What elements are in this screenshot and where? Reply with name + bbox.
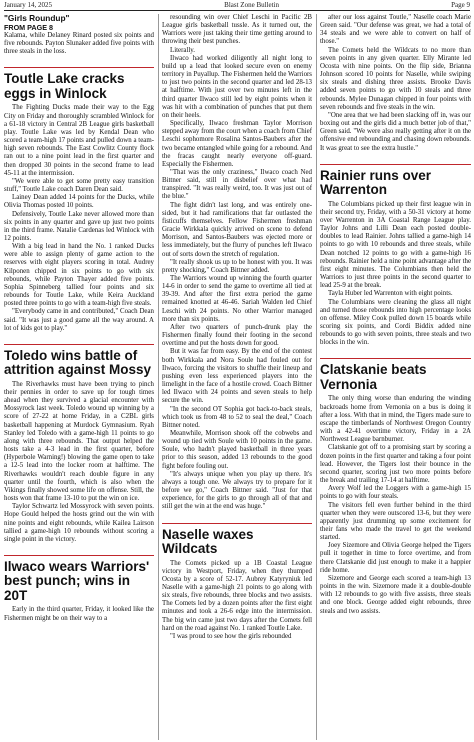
body-paragraph: Meanwhile, Morrison shook off the cobwebs and wound up tied with Soule with 10 points in the game. Soule, who hadn't played basketball in three years prior to this season, added 13 rebounds to the good fight before fouling out. — [162, 429, 312, 470]
story-toutle-lake — [4, 104, 154, 332]
header-date: January 14, 2025 — [4, 1, 53, 9]
story-divider — [4, 344, 154, 345]
body-paragraph: "That was the only craziness," Ilwaco coach Ned Bittner said, still in disbelief over what had transpired. "It was really weird, too. It was just out of the blue." — [162, 168, 312, 201]
body-paragraph: "In the second OT Sophia got back-to-back steals, which took us from 48 to 52 to seal the deal," Coach Bittner noted. — [162, 405, 312, 429]
story-ilwaco-continued — [162, 14, 312, 512]
headline-ilwaco: Ilwaco wears Warriors' best punch; wins in 20T — [4, 558, 150, 603]
body-paragraph: Lainey Dean added 14 points for the Ducks, while Olivia Thomas posted 10 points. — [4, 194, 154, 210]
body-paragraph: The fight didn't last long, and was entirely one-sided, but it had ramifications that far outlasted the fisticuffs themselves. Fellow Fishermen freshman Gracie Wirkkala quickly arrived on scene to defend Morrison, and Santos-Baubers was ejected more or less immediately, but the flurry of punches left Ilwaco out of sorts down the stretch of regulation. — [162, 201, 312, 258]
body-paragraph: The Warriors wound up winning the fourth quarter 14-6 in order to send the game to overtime all tied at 39-39. And after the first extra period the game remained knotted at 46-46. Sariah Walden led Chief Leschi with 24 points. No other Warrior managed more than six points. — [162, 275, 312, 323]
story-divider — [320, 164, 471, 165]
body-paragraph: The Comets held the Wildcats to no more than seven points in any given quarter. Elly Mirante led Ocosta with nine points. On the flip side, Brianna Johnson scored 10 points for Naselle, while swiping six steals and dishing three assists. Brooke Davis added seven points to go with 10 steals and three rebounds. Mylee Dunagan chipped in four points with seven rebounds and five steals in the win. — [320, 46, 471, 111]
body-paragraph: Literally. — [170, 46, 195, 54]
body-paragraph: After two quarters of punch-drunk play the Fishermen finally found their footing in the second overtime and put the hosts down for good. — [162, 323, 312, 348]
headline-clatskanie: Clatskanie beats Vernonia — [320, 362, 427, 392]
story-divider — [162, 523, 312, 524]
column-2 — [162, 14, 312, 742]
body-paragraph: Joey Sizemore and Olivia George helped the Tigers pull it together in time to force overtime, and from there Clatskanie did just enough to make it a happier ride home. — [320, 542, 471, 574]
column-divider — [316, 14, 317, 740]
section-kicker: "Girls Roundup" — [4, 14, 70, 23]
body-paragraph: Avery Wolf led the Loggers with a game-high 15 points to go with four steals. — [320, 485, 471, 501]
body-paragraph: The Columbians were cleaning the glass all night and turned those rebounds into high percentage looks on offense. Miley Cook pulled down 15 boards while scoring six points, and Cordi Biddix added nine rebounds to go with seven points, three steals and two blocks in the win. — [320, 298, 471, 347]
header-paper-name: Blast Zone Bulletin — [224, 1, 279, 9]
body-paragraph: "Everybody came in and contributed," Coach Dean said. "It was just a good game all the way around. A lot of kids got to play." — [4, 308, 154, 332]
body-paragraph: "It really shook us up to be honest with you. It was pretty shocking," Coach Bittner added. — [162, 258, 312, 274]
body-paragraph: The Comets picked up a 1B Coastal League victory in Westport, Friday, when they thumped Ocosta by a score of 52-17. Aubrey Katyryniuk led Naselle with a game-high 21 points to go along with six steals, five rebounds, three blocks and two assists. The Comets led by a dozen points after the first eight minutes and took a 26-6 edge into the intermission. The big win came just two days after the Comets fell hard on the road against No. 1 ranked Toutle Lake. — [162, 559, 312, 632]
column-1 — [4, 14, 154, 742]
body-paragraph: The Riverhawks must have been trying to pinch their pennies in order to save up for tough times ahead when they survived a glacial encounter with Mossyrock last week. Toledo wound up winning by a score of 27-22 at home Friday, in a C2BL girls basketball happening at Murdock Gymnasium. Ryah Stanley led Toledo with a game-high 11 points to go along with three rebounds. That output helped the hosts take a 4-3 lead in the first quarter, before (Hyperbole Warning!) blowing the game open to take a 12-5 lead into the locker room at halftime. The Riverhawks wouldn't reach double figure in any quarter until the fourth, which is also when the Vikings finally showed some life on offense. Still, the hosts won that frame 13-10 to put the win on ice. — [4, 380, 154, 503]
body-paragraph: Sizemore and George each scored a team-high 13 points in the win. Sizemore made it a double-double with 12 rebounds to go with five assists, three steals and one block. George added eight rebounds, three steals and two assists. — [320, 574, 471, 615]
headline-rainier: Rainier runs over Warrenton — [320, 167, 432, 198]
story-rainier — [320, 201, 471, 348]
jump-line: FROM PAGE 8 — [4, 23, 53, 32]
header-rule — [4, 10, 470, 11]
body-paragraph: With a big lead in hand the No. 1 ranked Ducks were able to assign plenty of game action to the reserves with eight players scoring in total. Audrey Kilponen chipped in six points to go with six rebounds, while Payton Thayer added five points. Sophia Spinneberg tallied four points and six rebounds for Toutle Lake, while Keira Auckland posted three points to go with a team-high five steals. — [4, 243, 154, 308]
running-header — [4, 1, 470, 10]
body-paragraph: Taylor Schwartz led Mossyrock with seven points. Hope Gould helped the hosts grind out the win with nine points and eight rebounds, while Kailea Lairson tallied a game-high 10 rebounds without scoring a single point in the victory. — [4, 503, 154, 543]
body-paragraph: Defensively, Toutle Lake never allowed more than six points in any quarter and gave up just two points in the third frame. Natalie Cardenas led Winlock with 12 points. — [4, 210, 154, 242]
body-paragraph: "I was proud to see how the girls rebounded — [170, 632, 292, 640]
body-paragraph: The visitors fell even further behind in the third quarter when they were outscored 13-6, but they were apparently just drumming up some excitement for their fans who made the travel to get the weekend started. — [320, 501, 471, 542]
body-paragraph: But it was far from easy. By the end of the contest both Wirkkala and Nora Soule had fouled out for Ilwaco, forcing the visitors to shuffle their lineup and pushing even less experienced players into the limelight in the face of a hostile crowd. Coach Bittner led Ilwaco with 24 points and seven steals to help secure the win. — [162, 348, 312, 405]
column-divider — [158, 14, 159, 740]
story-divider — [4, 555, 154, 556]
column-3 — [320, 14, 471, 742]
body-paragraph: The Fighting Ducks made their way to the Egg City on Friday and thoroughly scrambled Winlock for a 61-18 victory in Central 2B League girls basketball play. Toutle Lake was led by Kendal Dean who scored a team-high 17 points and pulled down a team-high seven rebounds. The East Cowlitz County flock ran out to a nine point lead in the first quarter and then dropped 30 points in the second frame to lead 45-11 at the intermission. — [4, 104, 154, 177]
story-divider — [320, 358, 471, 359]
story-naselle-continued — [320, 14, 471, 153]
body-paragraph: The Columbians picked up their first league win in their second try, Friday, with a 50-31 victory at home over Warrenton in 3A Coastal Range League play. Taylor Johns and Lilli Dean each posted double-doubles to lead Rainier. Johns tallied a game-high 14 points to go with 10 rebounds and three steals, while Dean notched 12 points to go with a game-high 16 rebounds. Rainier held a nine point advantage after the first eight minutes. The Columbians then held the Warriors to just three points in the second quarter to lead 25-9 at the break. — [320, 200, 471, 290]
story-naselle — [162, 560, 312, 642]
story-divider — [4, 67, 154, 68]
story-clatskanie — [320, 395, 471, 615]
body-paragraph: "One area that we had been slacking off in, was our boxing out and the girls did a much better job of that," Green said. "We were also really getting after it on the offensive end rebounding and chasing down rebounds. It was great to see the extra hustle." — [320, 111, 471, 152]
story-toledo — [4, 381, 154, 544]
body-paragraph: Clatskanie got off to a promising start by scoring a dozen points in the first quarter and taking a four point lead. However, the Tigers lost their bounce in the second quarter, scoring just two more points before the break and trailing 17-14 at halftime. — [320, 444, 471, 485]
body-paragraph: after our loss against Toutle," Naselle coach Marie Green said. "Our defense was great, we had a total of 34 steals and we were able to convert on half of those." — [320, 14, 471, 46]
body-paragraph: "It's always unique when you play up there. It's always a tough one. We always try to prepare for it before we go," Coach Bittner said. "Just for that experience, for the girls to go through all of that and still get the win at the end was huge." — [162, 470, 312, 511]
body-paragraph: Ilwaco had worked diligently all night long to build up a lead that looked secure even on enemy territory in Puyallup. The Fishermen held the Warriors to just two points in the second quarter and led 28-13 at halftime. With just over two minutes left in the third quarter Ilwaco still led by eight points when it was hit with a combination of punches that put them on their heels. — [162, 54, 312, 119]
header-page-number: Page 9 — [451, 1, 470, 9]
body-paragraph: Specifically, Ilwaco freshman Taylor Morrison stepped away from the court when a coach from Chief Leschi sophomore Rosalina Santos-Baubers after the two became entangled while going for a rebound. And the fracas caught nearly everyone off-guard. Especially the Fishermen. — [162, 120, 312, 168]
body-paragraph: Early in the third quarter, Friday, it looked like the Fishermen might be on their way to a — [4, 606, 154, 622]
intro-paragraph: Kalama, while Delaney Rinard posted six points and five rebounds. Payton Slunaker added five points with three steals in the loss. — [4, 32, 154, 56]
story-ilwaco — [4, 606, 154, 622]
headline-toledo: Toledo wins battle of attrition against Mossy — [4, 347, 152, 378]
body-paragraph: "We were able to get some pretty easy transition stuff," Toutle Lake coach Daren Dean said. — [4, 177, 154, 194]
headline-toutle-lake: Toutle Lake cracks eggs in Winlock — [4, 71, 125, 101]
body-paragraph: resounding win over Chief Leschi in Pacific 2B League girls basketball tussle. As it turned out, the Warriors were just taking their time getting around to throwing their best punches. — [162, 14, 312, 46]
body-paragraph: Tayla Huber led Warrenton with eight points. — [328, 290, 453, 298]
headline-naselle: Naselle waxes Wildcats — [162, 526, 254, 557]
body-paragraph: The only thing worse than enduring the winding backroads home from Vernonia on a bus is doing it after a loss. With that in mind, the Tigers made sure to escape the timberlands of Northwest Oregon Country with a 42-41 overtime victory, Friday in a 2A Northwest League barnburner. — [320, 395, 471, 444]
